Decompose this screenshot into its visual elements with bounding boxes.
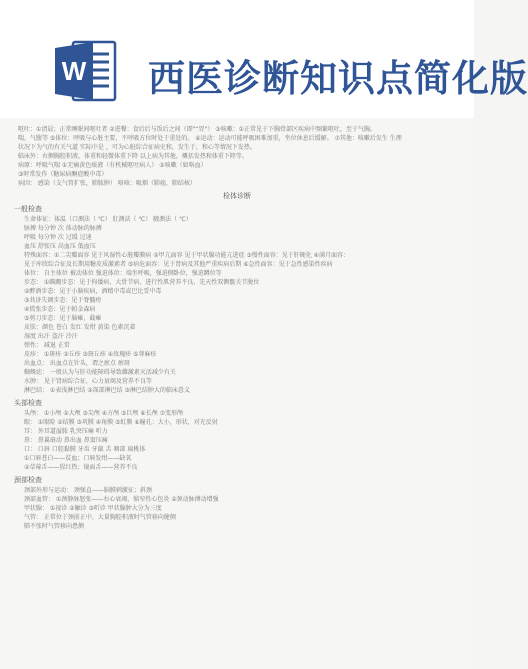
body-text-line: 喘，气腹等 ⑤体位：呼吸与心脏主要，不呼吸方位时处于重处的。 ⑥运动：运动可能呼吸困难加重，坐位休息后缓解。 ⑦其他：咳嗽后发生 生理	[18, 135, 402, 142]
document-title: 西医诊断知识点简化版	[148, 56, 528, 100]
body-text-line: 眼： ①眼睑 ②结膜 ③巩膜 ④角膜 ⑤虹膜 ⑥瞳孔：大小，形状，对光反射	[24, 419, 218, 426]
body-text-line: 临床外：右侧胸腔积液，体重和轻微体重下降 以上病为其他，概括发热和体重下降等。	[18, 153, 248, 160]
body-text-line: ②醉酒步态：见于小脑疾病，酒精中毒或巴比妥中毒	[24, 288, 162, 295]
body-text-line: 颈部外形与运动： 颈强直——脑膜刺激征；斜颈	[24, 487, 152, 494]
body-text-line: 皮疹： ①斑疹 ②丘疹 ③斑丘疹 ④玫瑰疹 ⑤荨麻疹	[24, 351, 157, 358]
body-text-line: 血压 舒张压 高血压 低血压	[24, 243, 96, 250]
body-text-line: 出血点： 出血点在针头，谓之瘀点 瘀斑	[24, 360, 130, 367]
body-text-line: 鼻： 鼻翼扇动 鼻出血 鼻窦压痛	[24, 437, 108, 444]
body-text-line: 水肿： 见于肾病综合征，心力衰竭及营养不良等	[24, 378, 152, 385]
document-banner	[0, 0, 528, 118]
body-text-line: ③时常发作（糖尿病酮症酸中毒）	[18, 171, 108, 178]
body-text-line: 甲状腺： ①视诊 ②触诊 ③听诊 甲状腺肿大分为三度	[24, 505, 162, 512]
body-text-line: 口： 口唇 口腔黏膜 牙齿 牙龈 舌 咽部 扁桃体	[24, 446, 146, 453]
body-text-line: 湿度 出汗 盗汗 冷汗	[24, 333, 78, 340]
body-text-line: 肺不张时气管移向患侧	[24, 523, 85, 530]
body-text-line: 病因： 感染（支气管扩张，肺脓肿） 咯咳：吸烟（肺癌，肺结核）	[18, 180, 196, 187]
section-heading: 一般检查	[14, 205, 42, 213]
body-text-line: 呼吸 每分钟 次 过缓 过速	[24, 234, 92, 241]
section-heading: 颈部检查	[14, 476, 42, 484]
body-text-line: 皮肤：颜色 苍白 发红 发绀 黄染 色素沉着	[24, 324, 136, 331]
body-text-line: 蜘蛛痣： 一般认为与肝功能障碍导致雌激素灭活减少有关	[24, 369, 176, 376]
body-text-line: 弹性： 减退 正常	[24, 342, 70, 349]
body-text-line: ②草莓舌——猩红热；镜面舌——营养不良	[24, 464, 138, 471]
section-center-heading: 检体诊断	[223, 192, 251, 200]
body-text-line: 颈部血管： ①颈静脉怒张——右心衰竭，缩窄性心包炎 ②颈动脉搏动增强	[24, 496, 219, 503]
body-text-line: 特殊面容：①二尖瓣面容 见于风湿性心脏瓣膜病 ②甲亢面容 见于甲状腺功能亢进症 ③慢性面容：见于肝硬化 ④满月面容：	[24, 252, 350, 259]
body-text-line: 耳： 外耳道溢脓 乳突压痛 听力	[24, 428, 108, 435]
body-text-line: 脉搏 每分钟 次 体动脉的脉搏	[24, 225, 102, 232]
body-text-line: ⑤剪刀步态：见于脑瘫，截瘫	[24, 315, 102, 322]
document-page	[0, 118, 474, 669]
body-text-line: 呕吐：①清晨；正常睡眠间呕吐者 ②进餐：食后后与饭后之间（即"“胃"） ③咳嗽：①正常见于下胸骨部区疾病中频繁呕吐，至于气胸。	[18, 126, 376, 133]
body-text-line: 头颅： ①小颅 ②大颅 ③尖颅 ④方颅 ⑤巨颅 ⑥长颅 ⑦变形颅	[24, 410, 184, 417]
body-text-line: 病原：呼吸气喘 ①无痛黄色痰液（有机械呕吐病人） ②咳嗽（如咯血）	[18, 162, 207, 169]
body-text-line: 生命体征：体温（口测法（ ℃） 肛测法（ ℃） 腋测法（ ℃）	[24, 216, 192, 223]
body-text-line: 步态： ①蹒跚步态：见于佝偻病，大骨节病，进行性肌营养不良，先天性双侧髋关节脱位	[24, 279, 260, 286]
word-document-icon	[55, 38, 117, 104]
body-text-line: 体位： 自主体位 被动体位 强迫体位：端坐呼吸，强迫侧卧位，强迫蹲位等	[24, 270, 222, 277]
body-text-line: 淋巴结： ①表浅淋巴结 ②深部淋巴结 ③淋巴结肿大的临床意义	[24, 387, 190, 394]
svg-text:W: W	[61, 56, 87, 86]
body-text-line: 状况下为气的有关气道 实际中是 ，可为心脏综合征病史和，发生于，和心等情况下发热。	[18, 144, 256, 151]
section-heading: 头部检查	[14, 399, 42, 407]
body-text-line: 见于库欣综合征及长期用糖皮质激素者 ⑤病危面容：见于肾病及其他严重疾病后期 ⑥急性面容：见于急性感染性疾病	[24, 261, 333, 268]
body-text-line: ④慌张步态：见于帕金森病	[24, 306, 96, 313]
body-text-line: ①口唇苍白——贫血；口唇发绀——缺氧	[24, 455, 132, 462]
body-text-line: 气管： 正常位于颈前正中，大量胸腔积液时气管移向健侧	[24, 514, 176, 521]
body-text-line: ③共济失调步态：见于脊髓痨	[24, 297, 102, 304]
